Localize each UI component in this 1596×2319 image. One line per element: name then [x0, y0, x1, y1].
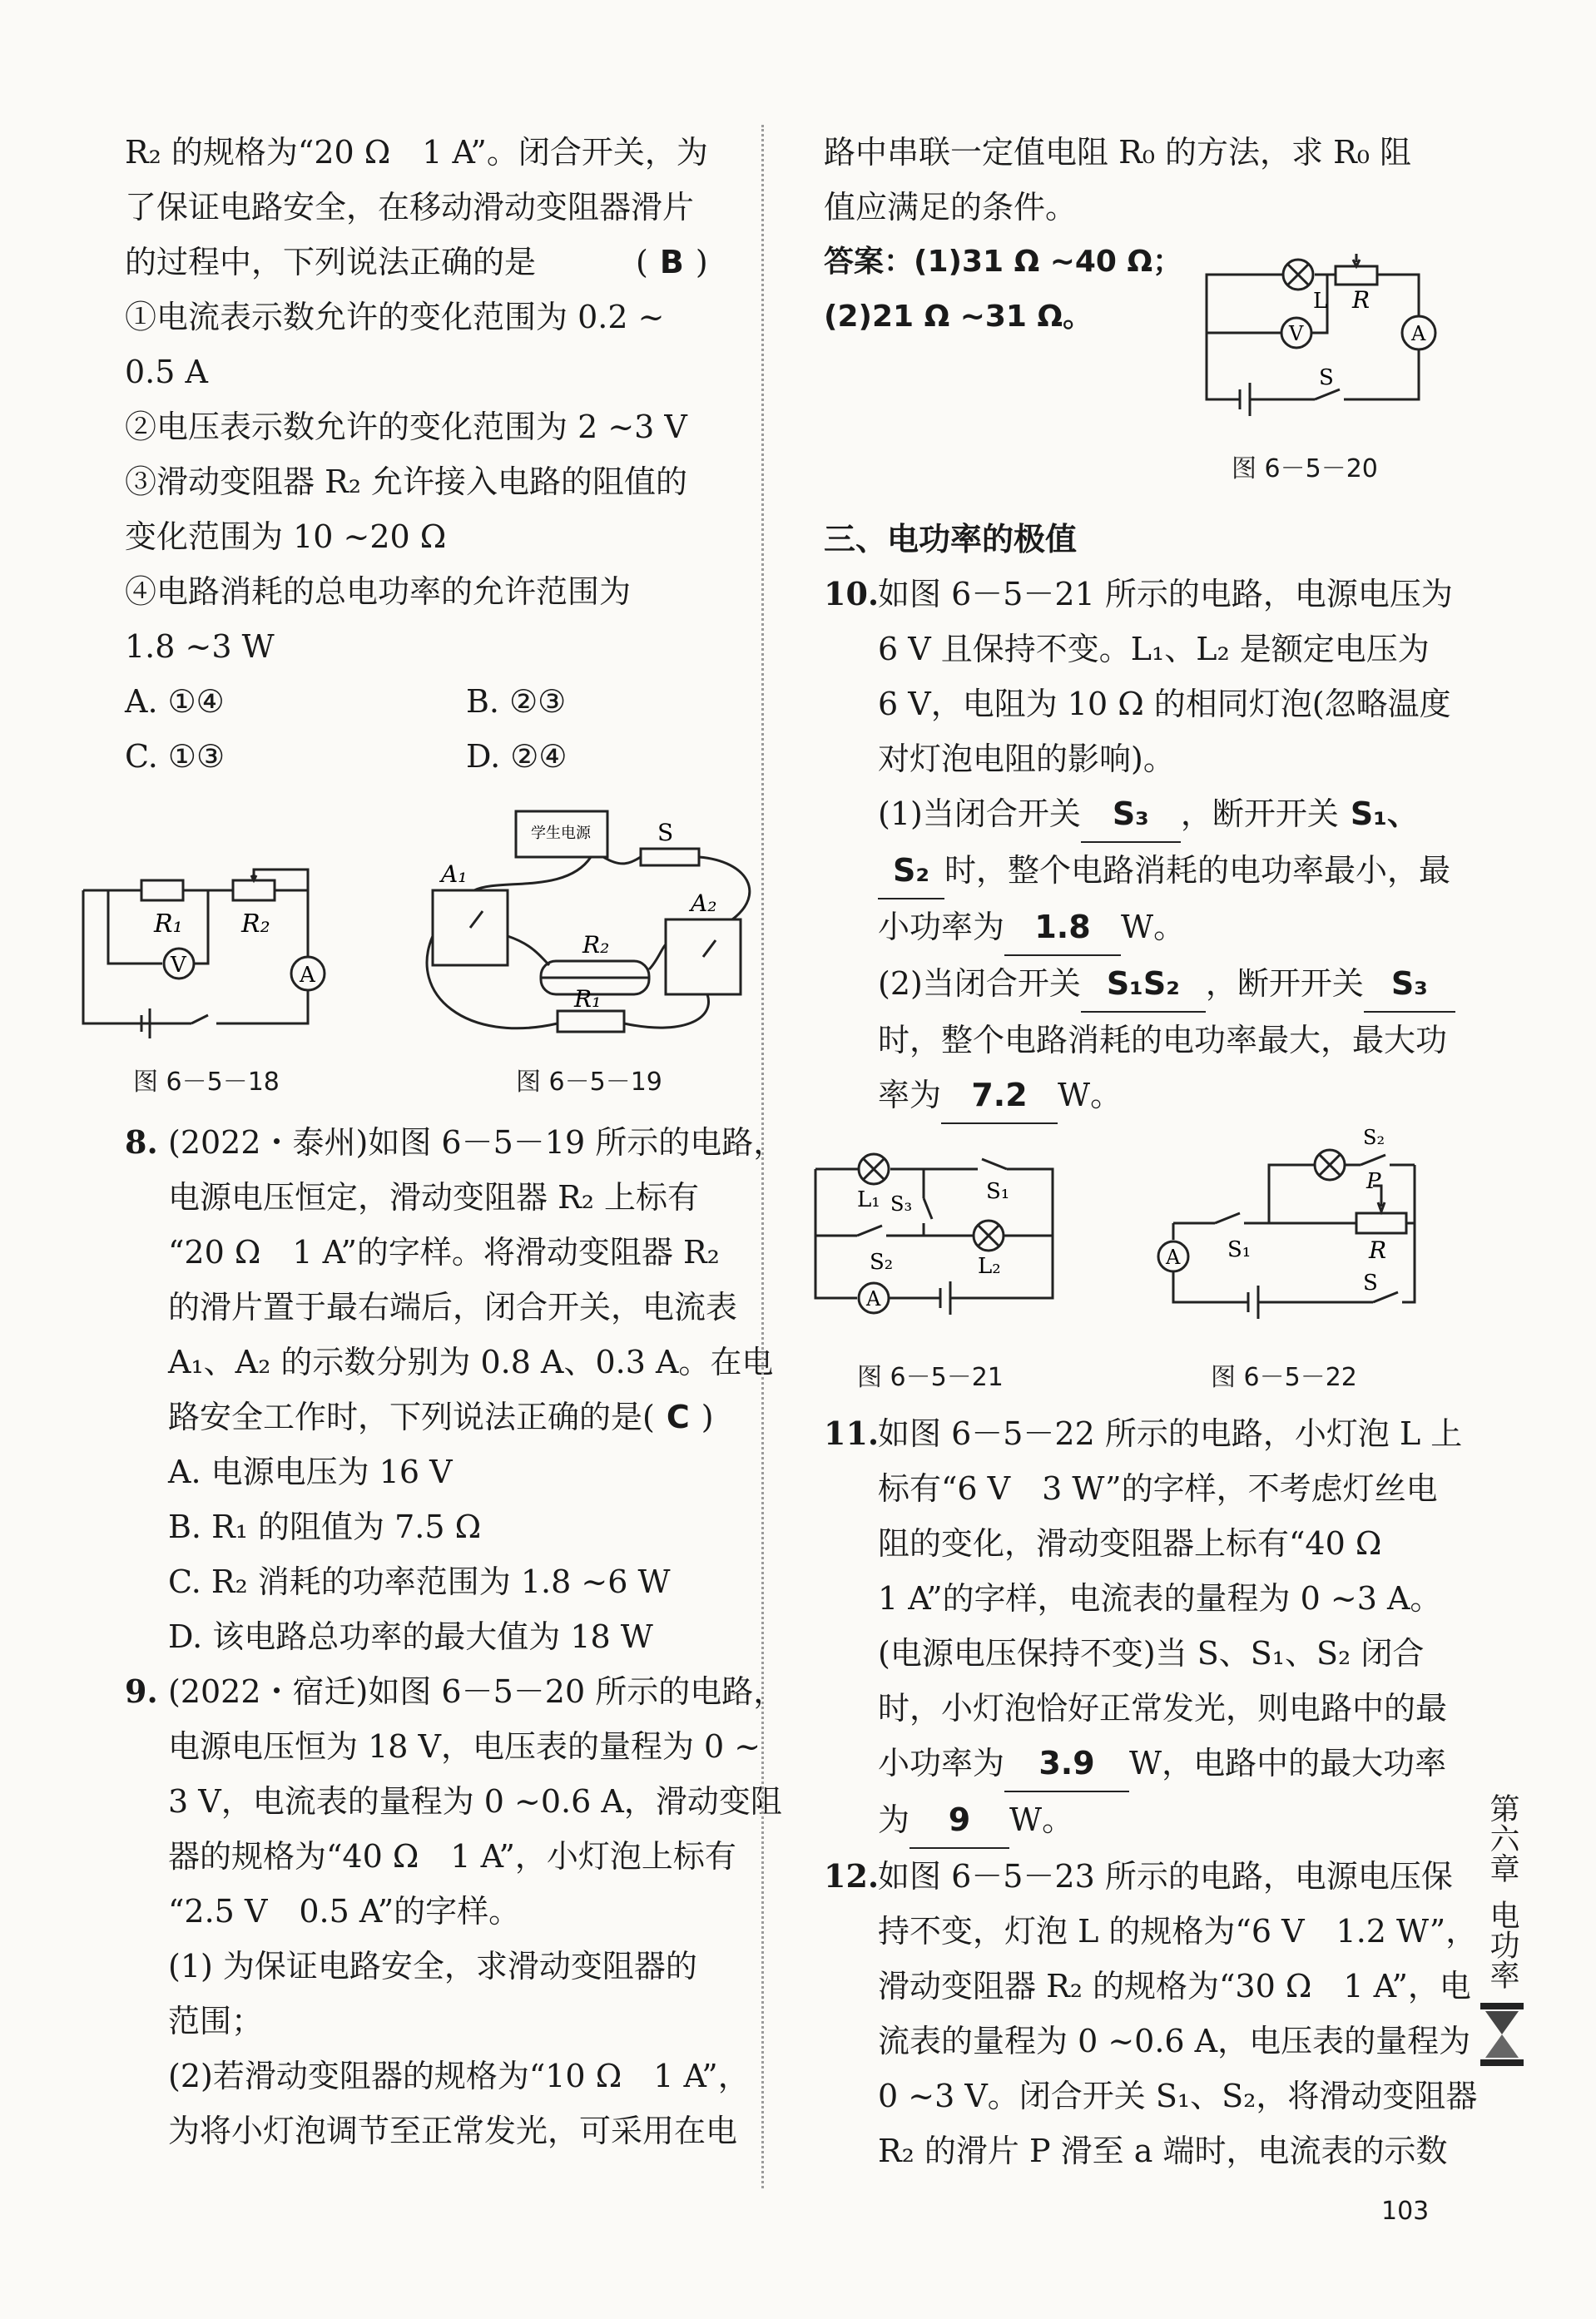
- q9-answer-2: (2)21 Ω ~31 Ω。: [824, 300, 1093, 334]
- q10-blank-s1s2: S₁S₂: [1081, 956, 1206, 1013]
- hourglass-icon: [1477, 2001, 1527, 2068]
- label-r1: R₁: [574, 985, 602, 1013]
- label-v: V: [1289, 322, 1304, 345]
- q10-line: 对灯泡电阻的影响)。: [878, 741, 1175, 777]
- q12-line: R₂ 的滑片 P 滑至 a 端时，电流表的示数: [878, 2133, 1448, 2169]
- label-s2: S₂: [1363, 1126, 1385, 1149]
- label-a: A: [1166, 1246, 1181, 1269]
- q8-block: 8. (2022・泰州)如图 6－5－19 所示的电路， 电源电压恒定，滑动变阻器 R₂ 上标有 “20 Ω 1 A”的字样。将滑动变阻器 R₂ 的滑片置于最右端后，闭合开关，电流表 A₁、A₂ 的示数分别为 0.8 A、0.3 A。在电 路安全工作时，下列说法正确的是( C ) A. 电源电压为 16 V B. R₁ 的阻值为 7.5 Ω C. R₂ 消耗的功率范围为 1.8 ~6 W D. 该电路总功率的最大值为 18 W 9. (2022・宿迁)如图 6－5－20 所示的电路， 电源电压恒为 18 V，电压表的量程为 0 ~ 3 V，电流表的量程为 0 ~0.6 A，滑动变阻 器的规格为“40 Ω 1 A”，小灯泡上标有 “2.5 V 0.5 A”的字样。 (1) 为保证电路安全，求滑动变阻器的 范围； (2)若滑动变阻器的规格为“10 Ω 1 A”， 为将小灯泡调节至正常发光，可采用在电: [125, 1115, 776, 2158]
- q12-line: 滑动变阻器 R₂ 的规格为“30 Ω 1 A”，电: [878, 1968, 1471, 2004]
- label-a1: A₁: [441, 860, 468, 888]
- left-column: [125, 125, 732, 784]
- q10-line: 如图 6－5－21 所示的电路，电源电压为: [878, 576, 1453, 612]
- q11-text: 小功率为: [878, 1745, 1005, 1781]
- q12-line: 持不变，灯泡 L 的规格为“6 V 1.2 W”，: [878, 1913, 1478, 1950]
- q10-blank-max: 7.2: [941, 1068, 1058, 1124]
- label-a: A: [866, 1287, 881, 1311]
- q10-text: 率为: [878, 1077, 942, 1113]
- fig18-caption: 图 6－5－18: [133, 1068, 280, 1097]
- q11-line: 阻的变化，滑动变阻器上标有“40 Ω: [878, 1525, 1382, 1562]
- q8-option: D. 该电路总功率的最大值为 18 W: [168, 1618, 653, 1655]
- label-s: S: [657, 819, 674, 846]
- q11-line: 时，小灯泡恰好正常发光，则电路中的最: [878, 1690, 1448, 1727]
- q9-line: 器的规格为“40 Ω 1 A”，小灯泡上标有: [168, 1838, 736, 1875]
- page-number: 103: [1381, 2197, 1430, 2226]
- q7-line: R₂ 的规格为“20 Ω 1 A”。闭合开关，为: [125, 134, 708, 171]
- label-s: S: [1363, 1271, 1378, 1296]
- label-l: L: [1313, 289, 1328, 314]
- label-supply: 学生电源: [531, 825, 591, 842]
- q9-line: (1) 为保证电路安全，求滑动变阻器的: [168, 1948, 697, 1985]
- figure-6-5-18: [75, 865, 341, 1048]
- q11-line: 1 A”的字样，电流表的量程为 0 ~3 A。: [878, 1580, 1442, 1617]
- q10-blank-s1: S₁、: [1350, 795, 1419, 832]
- q8-number: 8.: [125, 1123, 158, 1161]
- q9-line: “2.5 V 0.5 A”的字样。: [168, 1893, 521, 1930]
- q9-line: 电源电压恒为 18 V，电压表的量程为 0 ~: [168, 1728, 761, 1765]
- label-a2: A₂: [691, 889, 717, 917]
- q9-cont-line: 路中串联一定值电阻 R₀ 的方法，求 R₀ 阻: [824, 134, 1412, 171]
- figure-6-5-20: [1190, 250, 1440, 416]
- q7-option-a: A. ①④: [125, 683, 225, 720]
- figure-6-5-22: [1148, 1123, 1431, 1323]
- chapter-label: 第六章: [1485, 1793, 1519, 1883]
- q8-option: C. R₂ 消耗的功率范围为 1.8 ~6 W: [168, 1563, 671, 1600]
- chapter-title: 电功率: [1485, 1900, 1519, 1989]
- q8-answer: C: [666, 1399, 690, 1435]
- q12-line: 流表的量程为 0 ~0.6 A，电压表的量程为: [878, 2023, 1471, 2059]
- q10-line: 6 V，电阻为 10 Ω 的相同灯泡(忽略温度: [878, 686, 1451, 722]
- label-a: A: [300, 963, 315, 988]
- q8-line: A₁、A₂ 的示数分别为 0.8 A、0.3 A。在电: [168, 1344, 774, 1380]
- q7-item: 变化范围为 10 ~20 Ω: [125, 518, 447, 555]
- q7-option-d: D. ②④: [466, 738, 568, 775]
- label-a: A: [1411, 322, 1426, 345]
- q7-item: 1.8 ~3 W: [125, 628, 275, 665]
- q10-blank-s3b: S₃: [1364, 956, 1455, 1013]
- fig22-caption: 图 6－5－22: [1211, 1363, 1357, 1392]
- q8-option: B. R₁ 的阻值为 7.5 Ω: [168, 1509, 482, 1545]
- q9-number: 9.: [125, 1672, 158, 1710]
- q7-options-row: [125, 674, 732, 729]
- q7-options-row: [125, 729, 732, 784]
- label-l1: L₁: [857, 1187, 880, 1212]
- label-s1: S₁: [1227, 1237, 1252, 1262]
- q7-line: 的过程中，下列说法正确的是 ( B ): [125, 244, 708, 280]
- q10-unit: W。: [1121, 909, 1186, 945]
- q11-blank-min: 3.9: [1004, 1736, 1129, 1792]
- label-s3: S₃: [890, 1192, 913, 1216]
- q8-line: 电源电压恒定，滑动变阻器 R₂ 上标有: [168, 1179, 700, 1216]
- q8-line: 的滑片置于最右端后，闭合开关，电流表: [168, 1289, 738, 1325]
- label-r: R: [1369, 1236, 1387, 1264]
- q11-line: 如图 6－5－22 所示的电路，小灯泡 L 上: [878, 1415, 1463, 1452]
- q12-line: 如图 6－5－23 所示的电路，电源电压保: [878, 1858, 1453, 1895]
- q11-text: 为: [878, 1801, 910, 1838]
- label-p: P: [1366, 1169, 1381, 1194]
- q10-unit: W。: [1058, 1077, 1123, 1113]
- label-s: S: [1319, 365, 1334, 390]
- label-r1: R₁: [154, 909, 183, 939]
- q11-text: W，电路中的最大功率: [1129, 1745, 1447, 1781]
- q10-number: 10.: [824, 575, 880, 612]
- q10-block: [824, 512, 1485, 1124]
- q11-text: W。: [1009, 1801, 1074, 1838]
- q9-answer-1: 答案：(1)31 Ω ~40 Ω；: [824, 245, 1183, 279]
- q7-answer: B: [659, 244, 684, 280]
- q7-item: 0.5 A: [125, 354, 208, 390]
- q7-option-b: B. ②③: [466, 683, 567, 720]
- q10-text: (2)当闭合开关: [878, 965, 1081, 1002]
- label-v: V: [171, 953, 186, 978]
- q11-line: (电源电压保持不变)当 S、S₁、S₂ 闭合: [878, 1635, 1425, 1672]
- q10-text: ，断开开关: [1180, 795, 1339, 832]
- fig19-caption: 图 6－5－19: [516, 1068, 662, 1097]
- q7-item: ③滑动变阻器 R₂ 允许接入电路的阻值的: [125, 463, 688, 500]
- q9-line: (2022・宿迁)如图 6－5－20 所示的电路，: [168, 1673, 786, 1710]
- figure-6-5-21: [807, 1152, 1065, 1319]
- q9-cont-line: 值应满足的条件。: [824, 189, 1078, 225]
- label-r2: R₂: [241, 909, 270, 939]
- chapter-tab: [1473, 1793, 1531, 2077]
- q12-number: 12.: [824, 1857, 880, 1895]
- q7-option-c: C. ①③: [125, 738, 226, 775]
- q11-blank-max: 9: [910, 1792, 1009, 1849]
- q12-line: 0 ~3 V。闭合开关 S₁、S₂，将滑动变阻器: [878, 2078, 1478, 2114]
- q10-text: ，断开开关: [1205, 965, 1364, 1002]
- label-r: R: [1352, 286, 1370, 314]
- fig21-caption: 图 6－5－21: [857, 1363, 1004, 1392]
- q8-line: (2022・泰州)如图 6－5－19 所示的电路，: [168, 1124, 786, 1161]
- label-s2: S₂: [870, 1250, 894, 1275]
- q10-text: 时，整个电路消耗的电功率最大，最大功: [878, 1022, 1448, 1058]
- q10-line: 6 V 且保持不变。L₁、L₂ 是额定电压为: [878, 631, 1430, 667]
- q11-line: 标有“6 V 3 W”的字样，不考虑灯丝电: [878, 1470, 1438, 1507]
- q11-number: 11.: [824, 1415, 880, 1452]
- q9-line: (2)若滑动变阻器的规格为“10 Ω 1 A”，: [168, 2058, 750, 2094]
- figure-6-5-19: [416, 803, 766, 1044]
- label-r2: R₂: [582, 931, 610, 959]
- q10-blank-min: 1.8: [1004, 899, 1121, 956]
- section-title: 三、电功率的极值: [824, 521, 1078, 557]
- q10-blank-s3: S₃: [1081, 786, 1181, 843]
- q7-line: 了保证电路安全，在移动滑动变阻器滑片: [125, 189, 695, 225]
- q7-item: ②电压表示数允许的变化范围为 2 ~3 V: [125, 409, 687, 445]
- q11-block: [824, 1406, 1478, 2178]
- label-l2: L₂: [978, 1254, 1001, 1279]
- q10-text: (1)当闭合开关: [878, 795, 1081, 832]
- q7-item: ①电流表示数允许的变化范围为 0.2 ~: [125, 299, 665, 335]
- q10-blank-s2: S₂: [878, 843, 944, 899]
- q8-line: “20 Ω 1 A”的字样。将滑动变阻器 R₂: [168, 1234, 720, 1271]
- q9-line: 为将小灯泡调节至正常发光，可采用在电: [168, 2113, 738, 2149]
- q8-option: A. 电源电压为 16 V: [168, 1454, 453, 1490]
- q7-item: ④电路消耗的总电功率的允许范围为: [125, 573, 632, 610]
- column-divider: [761, 125, 764, 2188]
- q10-text: 时，整个电路消耗的电功率最小，最: [944, 852, 1451, 889]
- q9-line: 3 V，电流表的量程为 0 ~0.6 A，滑动变阻: [168, 1783, 782, 1820]
- q10-text: 小功率为: [878, 909, 1005, 945]
- q8-line: 路安全工作时，下列说法正确的是: [168, 1399, 643, 1435]
- fig20-caption: 图 6－5－20: [1232, 454, 1378, 483]
- q9-line: 范围；: [168, 2003, 264, 2039]
- label-s1: S₁: [986, 1179, 1010, 1204]
